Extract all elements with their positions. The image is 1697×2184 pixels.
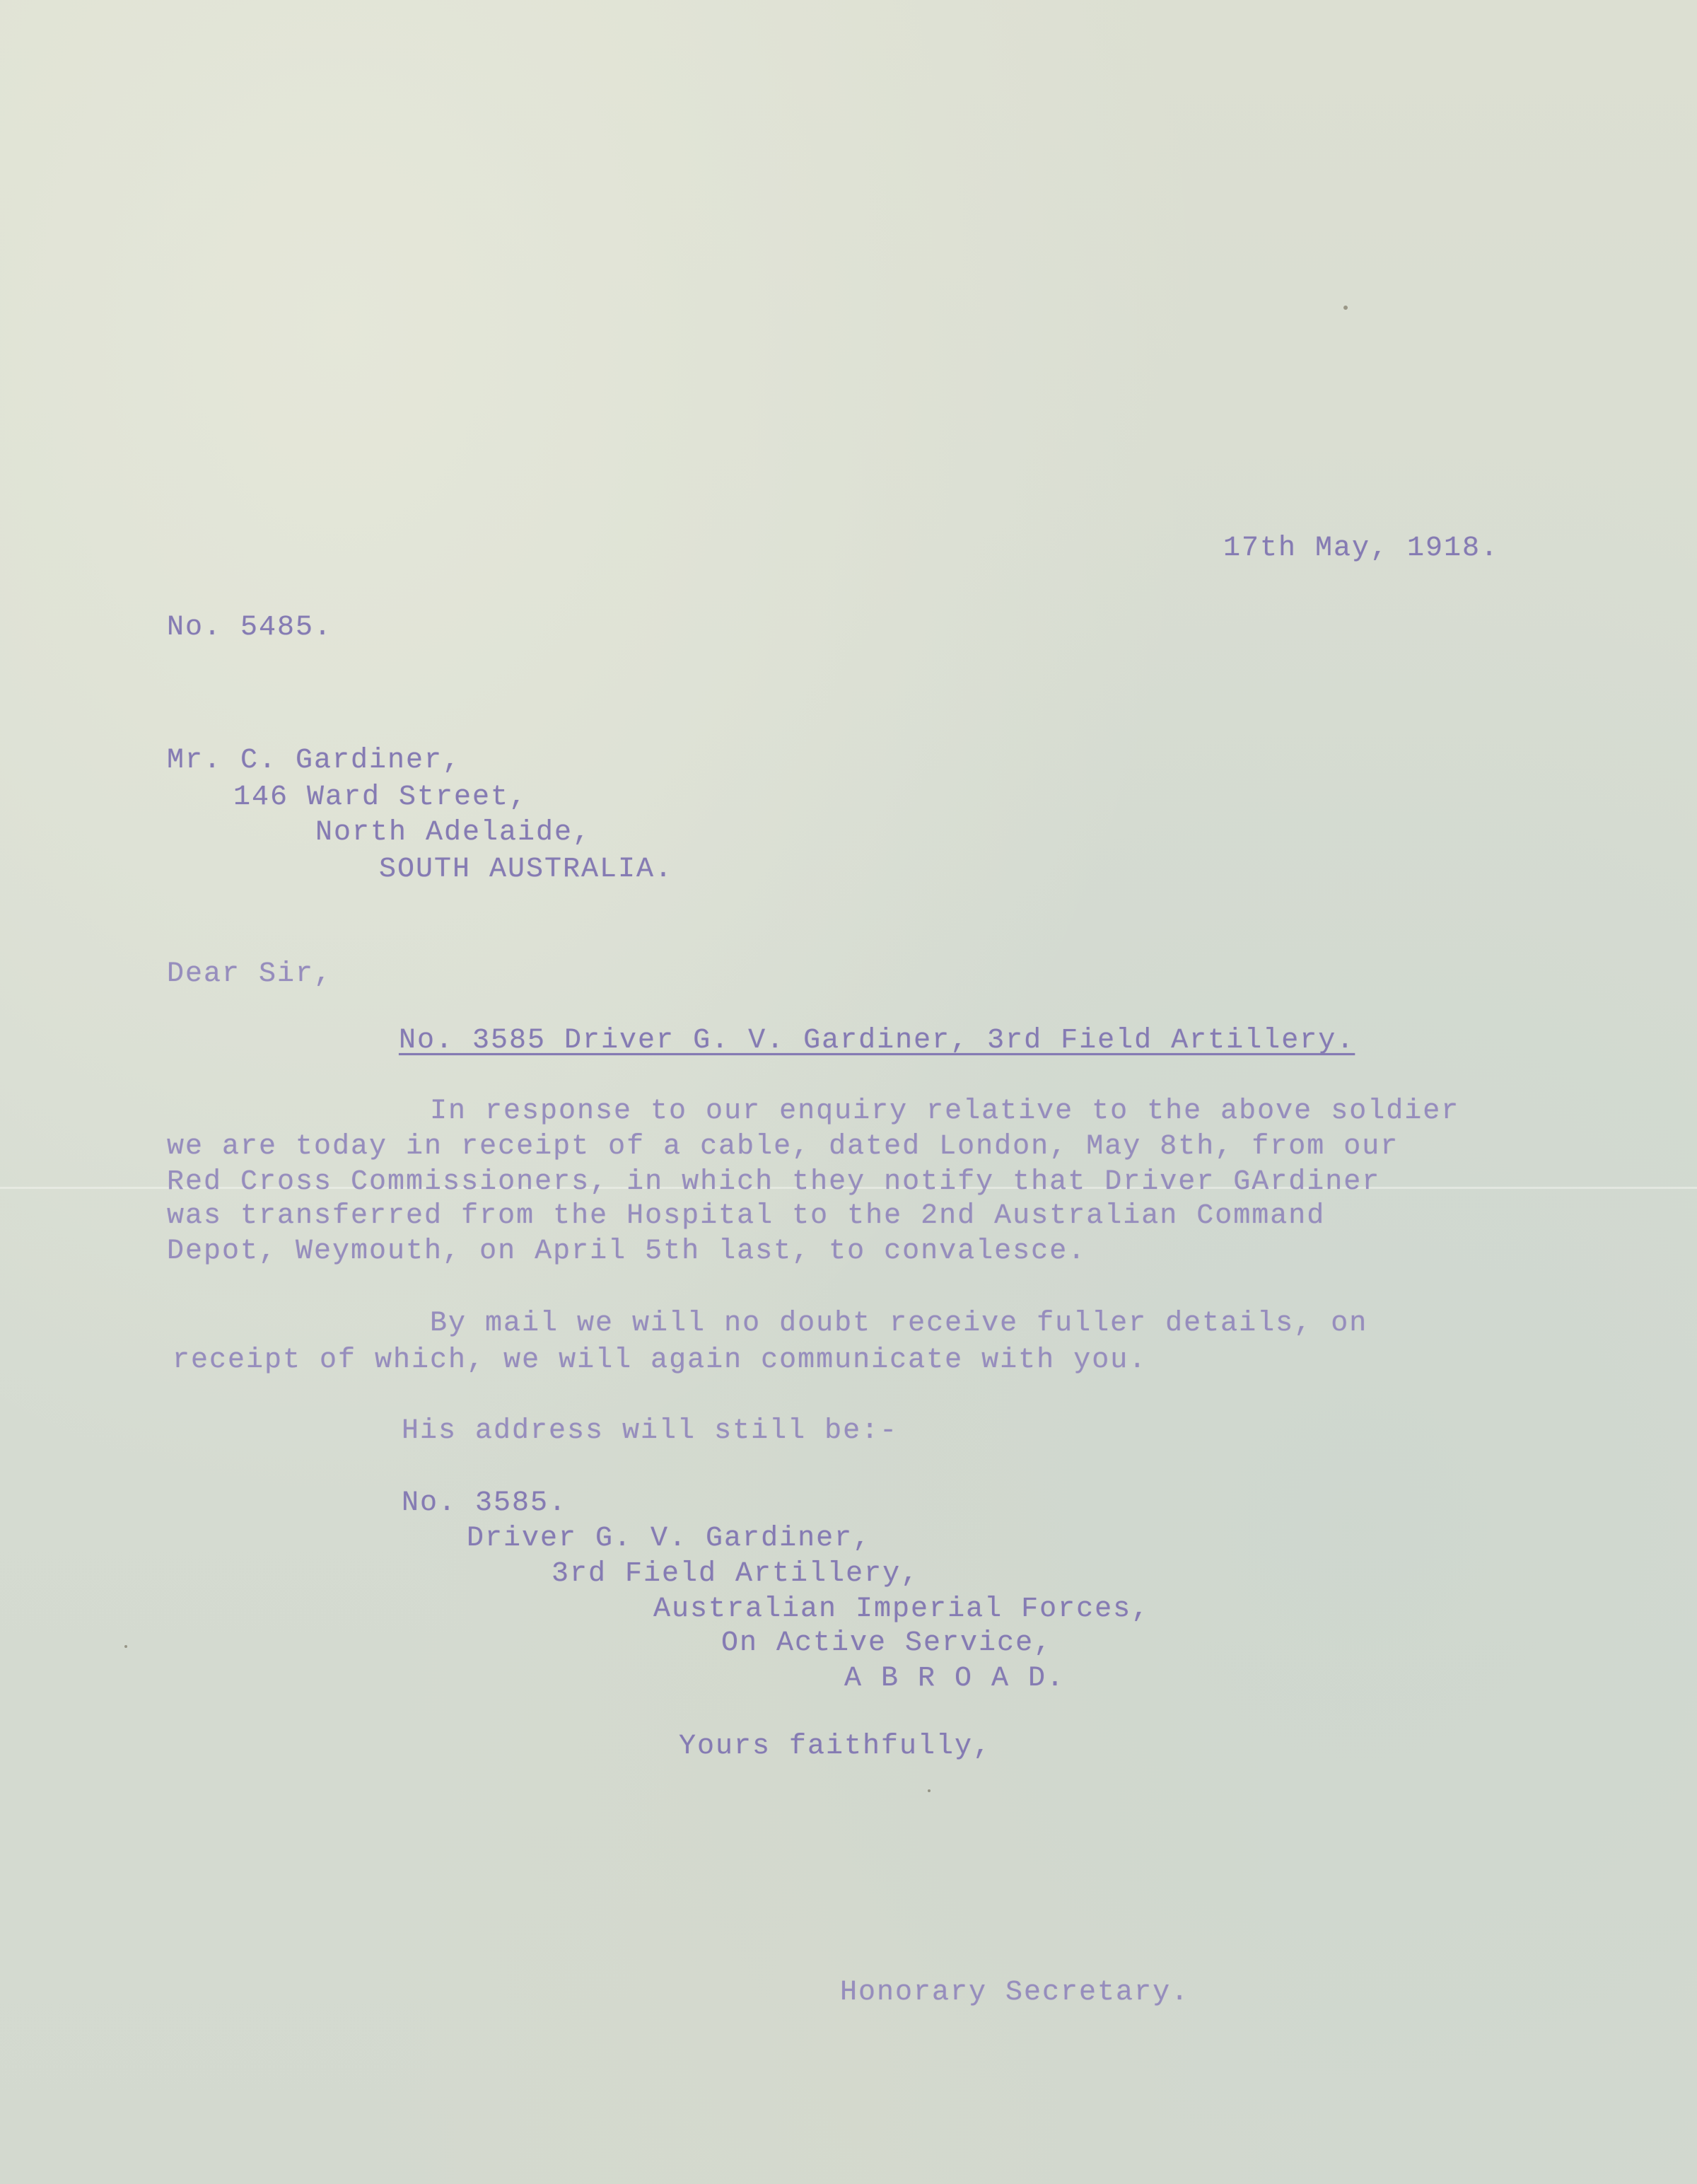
signatory-title: Honorary Secretary. xyxy=(840,1977,1190,2009)
closing: Yours faithfully, xyxy=(679,1731,992,1762)
soldier-force: Australian Imperial Forces, xyxy=(653,1593,1150,1625)
paragraph-1-line-2: we are today in receipt of a cable, dated London, May 8th, from our xyxy=(167,1131,1399,1163)
paragraph-2-line-1: By mail we will no doubt receive fuller details, on xyxy=(430,1308,1368,1340)
address-intro: His address will still be:- xyxy=(402,1415,899,1447)
paragraph-1-line-5: Depot, Weymouth, on April 5th last, to convalesce. xyxy=(167,1236,1087,1267)
paper-speck xyxy=(124,1645,127,1648)
soldier-unit: 3rd Field Artillery, xyxy=(552,1558,920,1590)
recipient-street: 146 Ward Street, xyxy=(233,782,528,813)
soldier-service: On Active Service, xyxy=(721,1627,1053,1659)
paragraph-1-line-3: Red Cross Commissioners, in which they notify that Driver GArdiner xyxy=(167,1166,1381,1198)
paragraph-1-line-4: was transferred from the Hospital to the 2nd Australian Command xyxy=(167,1200,1326,1232)
recipient-state: SOUTH AUSTRALIA. xyxy=(379,854,674,885)
paper-speck xyxy=(928,1789,931,1792)
soldier-number: No. 3585. xyxy=(402,1487,568,1519)
paragraph-2-line-2: receipt of which, we will again communicate with you. xyxy=(173,1344,1148,1376)
letter-date: 17th May, 1918. xyxy=(1223,533,1500,564)
soldier-name: Driver G. V. Gardiner, xyxy=(467,1523,872,1555)
subject-line: No. 3585 Driver G. V. Gardiner, 3rd Field Artillery. xyxy=(399,1025,1355,1057)
soldier-location: A B R O A D. xyxy=(844,1663,1066,1695)
paragraph-1-line-1: In response to our enquiry relative to the above soldier xyxy=(430,1096,1460,1127)
paper-speck xyxy=(1343,306,1348,310)
recipient-name: Mr. C. Gardiner, xyxy=(167,745,462,777)
letter-reference-number: No. 5485. xyxy=(167,612,333,644)
salutation: Dear Sir, xyxy=(167,958,333,990)
recipient-suburb: North Adelaide, xyxy=(315,817,592,849)
